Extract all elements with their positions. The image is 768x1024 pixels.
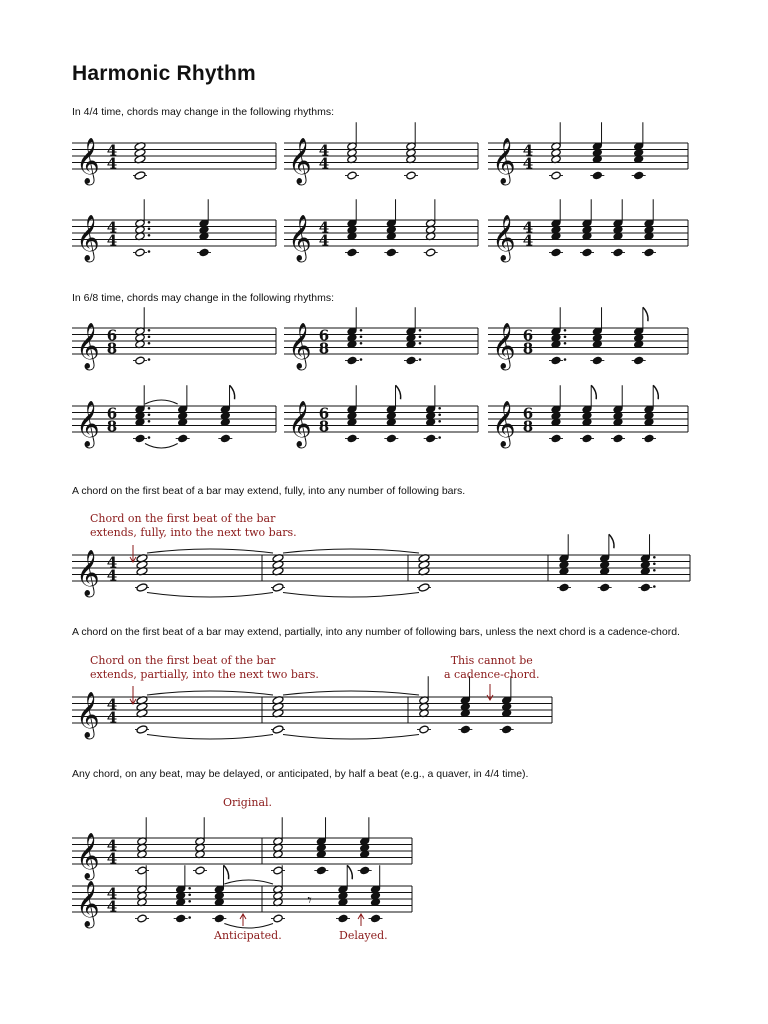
time-signature-denominator: 8 xyxy=(522,417,534,436)
time-signature-denominator: 8 xyxy=(318,339,330,358)
note-head xyxy=(359,866,369,875)
note-flag xyxy=(643,307,648,321)
delayed-annotation: Delayed. xyxy=(339,929,388,942)
note-dot xyxy=(148,221,151,224)
chord xyxy=(557,534,571,592)
note-dot xyxy=(564,358,567,361)
chord xyxy=(549,385,563,443)
note-head xyxy=(406,171,416,180)
note-head xyxy=(273,866,283,875)
note-dot xyxy=(653,585,656,588)
time-signature-numerator: 4 xyxy=(318,141,330,160)
cadence-annotation: This cannot be a cadence-chord. xyxy=(444,654,540,681)
note-dot xyxy=(419,342,422,345)
note-head xyxy=(137,866,147,875)
note-head xyxy=(195,866,205,875)
staff-68-row1 xyxy=(284,307,478,371)
chord xyxy=(174,865,191,923)
page-title: Harmonic Rhythm xyxy=(72,62,256,85)
chord xyxy=(598,534,614,592)
chord xyxy=(611,199,625,257)
time-signature-numerator: 6 xyxy=(106,404,118,423)
note-head xyxy=(582,248,592,257)
chord xyxy=(345,307,362,365)
note-dot xyxy=(564,329,567,332)
note-dot xyxy=(148,342,151,345)
delay-anticipate-text: Any chord, on any beat, may be delayed, or anticipated, by half a beat (e.g., a quaver, in 4/4 time). xyxy=(72,768,529,780)
note-dot xyxy=(438,436,441,439)
time-signature-numerator: 4 xyxy=(106,553,118,572)
time-signature-denominator: 8 xyxy=(106,417,118,436)
chord xyxy=(632,307,648,365)
treble-clef-icon: 𝄞 xyxy=(76,138,100,184)
chord xyxy=(193,817,207,875)
time-signature-numerator: 6 xyxy=(522,404,534,423)
chord xyxy=(212,865,228,923)
note-dot xyxy=(653,556,656,559)
extend-partially-text: A chord on the first beat of a bar may extend, partially, into any number of following bars, unless the next chord is a cadence-chord. xyxy=(72,626,680,638)
treble-clef-icon: 𝄞 xyxy=(288,138,312,184)
note-head xyxy=(599,583,609,592)
chord xyxy=(345,385,359,443)
note-head xyxy=(137,914,147,923)
partial-extend-annotation: Chord on the first beat of the bar extends, partially, into the next two bars. xyxy=(90,654,319,681)
time-signature-denominator: 4 xyxy=(522,154,534,173)
time-signature-numerator: 6 xyxy=(522,326,534,345)
note-head xyxy=(134,171,146,180)
chord xyxy=(133,307,150,365)
note-head xyxy=(135,248,145,257)
staff-68-row2 xyxy=(72,385,276,449)
time-signature-denominator: 4 xyxy=(106,231,118,250)
staff-44-row2 xyxy=(488,199,688,263)
staff-68-row2 xyxy=(488,385,688,449)
note-flag xyxy=(591,385,596,399)
treble-clef-icon: 𝄞 xyxy=(492,138,516,184)
tie-curve xyxy=(145,444,178,449)
note-head xyxy=(136,725,148,734)
chord xyxy=(642,385,658,443)
note-dot xyxy=(148,420,151,423)
time-signature-numerator: 4 xyxy=(318,218,330,237)
time-signature-numerator: 4 xyxy=(522,141,534,160)
note-flag xyxy=(653,385,658,399)
extend-fully-text: A chord on the first beat of a bar may extend, fully, into any number of following bars. xyxy=(72,485,466,497)
time-signature-denominator: 4 xyxy=(522,231,534,250)
time-signature-numerator: 6 xyxy=(318,326,330,345)
anticipated-annotation: Anticipated. xyxy=(214,929,282,942)
time-signature-numerator: 4 xyxy=(106,836,118,855)
tie-curve xyxy=(145,400,178,404)
note-dot xyxy=(188,887,191,890)
chord xyxy=(384,199,398,257)
chord xyxy=(590,122,604,180)
chord xyxy=(176,385,190,443)
note-head xyxy=(644,248,654,257)
note-flag xyxy=(396,385,401,399)
chord xyxy=(642,199,656,257)
time-signature-denominator: 8 xyxy=(318,417,330,436)
staff-44-row2 xyxy=(284,199,478,263)
chord xyxy=(336,865,352,923)
note-dot xyxy=(419,335,422,338)
note-flag xyxy=(347,865,352,879)
treble-clef-icon: 𝄞 xyxy=(76,881,100,927)
chord xyxy=(384,385,400,443)
note-dot xyxy=(148,250,151,253)
chord xyxy=(135,817,149,875)
note-head xyxy=(551,171,561,180)
chord xyxy=(197,199,211,257)
note-dot xyxy=(360,342,363,345)
staff-44-row1 xyxy=(488,122,688,186)
chord xyxy=(500,676,514,734)
note-head xyxy=(633,356,643,365)
staff-68-row1 xyxy=(488,307,688,371)
chord xyxy=(458,676,472,734)
staff-68-row2 xyxy=(284,385,478,449)
staff-44-row2 xyxy=(72,199,276,263)
note-head xyxy=(220,434,230,443)
note-head xyxy=(370,914,380,923)
tie-curve xyxy=(147,593,273,598)
note-flag xyxy=(224,865,229,879)
tie-curve xyxy=(147,549,273,553)
note-head xyxy=(425,248,435,257)
intro-4-4-text: In 4/4 time, chords may change in the following rhythms: xyxy=(72,106,335,118)
note-dot xyxy=(148,234,151,237)
tie-curve xyxy=(224,924,273,929)
note-head xyxy=(175,914,185,923)
tie-curve xyxy=(147,691,273,695)
time-signature-numerator: 4 xyxy=(106,695,118,714)
time-signature-denominator: 4 xyxy=(106,897,118,916)
chord xyxy=(308,891,312,910)
note-head xyxy=(419,725,429,734)
treble-clef-icon: 𝄞 xyxy=(288,401,312,447)
tie-curve xyxy=(283,691,419,695)
time-signature-numerator: 4 xyxy=(106,218,118,237)
note-dot xyxy=(438,420,441,423)
note-dot xyxy=(188,916,191,919)
staff-extend-partial xyxy=(72,676,552,740)
chord xyxy=(271,554,285,593)
time-signature-numerator: 6 xyxy=(318,404,330,423)
note-head xyxy=(135,356,145,365)
staff-extend-full xyxy=(72,534,690,598)
chord xyxy=(424,385,441,443)
note-head xyxy=(199,248,209,257)
note-head xyxy=(418,583,430,592)
note-head xyxy=(644,434,654,443)
note-dot xyxy=(419,329,422,332)
note-head xyxy=(347,248,357,257)
time-signature-numerator: 6 xyxy=(106,326,118,345)
note-dot xyxy=(148,227,151,230)
note-head xyxy=(460,725,470,734)
tie-curve xyxy=(283,593,419,598)
chord xyxy=(358,817,372,875)
treble-clef-icon: 𝄞 xyxy=(76,215,100,261)
note-dot xyxy=(360,358,363,361)
note-head xyxy=(273,914,283,923)
note-dot xyxy=(360,329,363,332)
note-head xyxy=(613,248,623,257)
chord xyxy=(590,307,604,365)
note-head xyxy=(633,171,643,180)
time-signature-numerator: 4 xyxy=(106,141,118,160)
chord xyxy=(417,554,431,593)
note-head xyxy=(386,248,396,257)
chord xyxy=(271,817,285,875)
treble-clef-icon: 𝄞 xyxy=(76,323,100,369)
staff-original xyxy=(72,817,412,881)
note-dot xyxy=(188,893,191,896)
note-head xyxy=(347,356,357,365)
chord xyxy=(133,142,147,181)
note-head xyxy=(640,583,650,592)
chord xyxy=(404,122,418,180)
chord xyxy=(345,199,359,257)
note-head xyxy=(582,434,592,443)
note-head xyxy=(551,248,561,257)
chord xyxy=(549,122,563,180)
note-dot xyxy=(188,900,191,903)
original-annotation: Original. xyxy=(223,796,273,809)
chord xyxy=(133,199,150,257)
time-signature-denominator: 8 xyxy=(106,339,118,358)
tie-curve xyxy=(147,735,273,740)
note-head xyxy=(272,725,284,734)
chord xyxy=(580,385,596,443)
treble-clef-icon: 𝄞 xyxy=(288,323,312,369)
intro-6-8-text: In 6/8 time, chords may change in the following rhythms: xyxy=(72,292,335,304)
note-dot xyxy=(148,413,151,416)
chord xyxy=(638,534,655,592)
note-dot xyxy=(564,342,567,345)
chord xyxy=(314,817,328,875)
note-head xyxy=(135,434,145,443)
time-signature-denominator: 4 xyxy=(106,849,118,868)
treble-clef-icon: 𝄞 xyxy=(492,215,516,261)
note-head xyxy=(559,583,569,592)
note-head xyxy=(592,356,602,365)
chord xyxy=(417,676,431,734)
note-head xyxy=(501,725,511,734)
chord xyxy=(424,199,438,257)
chord xyxy=(611,385,625,443)
note-head xyxy=(347,434,357,443)
chord xyxy=(632,122,646,180)
time-signature-denominator: 4 xyxy=(318,154,330,173)
note-head xyxy=(592,171,602,180)
staff-44-row1 xyxy=(72,138,276,186)
note-dot xyxy=(360,335,363,338)
note-dot xyxy=(419,358,422,361)
time-signature-numerator: 4 xyxy=(106,884,118,903)
note-dot xyxy=(148,335,151,338)
time-signature-denominator: 8 xyxy=(522,339,534,358)
note-head xyxy=(425,434,435,443)
chord xyxy=(345,122,359,180)
tie-curve xyxy=(283,549,419,553)
chord xyxy=(218,385,234,443)
note-head xyxy=(406,356,416,365)
note-head xyxy=(177,434,187,443)
staff-44-row1 xyxy=(284,122,478,186)
note-head xyxy=(136,583,148,592)
full-extend-annotation: Chord on the first beat of the bar extends, fully, into the next two bars. xyxy=(90,512,297,539)
time-signature-denominator: 4 xyxy=(106,566,118,585)
note-flag xyxy=(230,385,235,399)
treble-clef-icon: 𝄞 xyxy=(492,323,516,369)
note-flag xyxy=(609,534,614,548)
note-dot xyxy=(148,436,151,439)
note-head xyxy=(338,914,348,923)
chord xyxy=(580,199,594,257)
chord xyxy=(135,696,149,735)
time-signature-denominator: 4 xyxy=(318,231,330,250)
chord xyxy=(404,307,421,365)
time-signature-denominator: 4 xyxy=(106,708,118,727)
treble-clef-icon: 𝄞 xyxy=(76,833,100,879)
chord xyxy=(549,307,566,365)
note-dot xyxy=(148,358,151,361)
time-signature-denominator: 4 xyxy=(106,154,118,173)
note-dot xyxy=(564,335,567,338)
note-dot xyxy=(438,413,441,416)
note-head xyxy=(551,434,561,443)
note-head xyxy=(386,434,396,443)
eighth-rest-icon: 𝄾 xyxy=(307,890,312,910)
chord xyxy=(135,554,149,593)
treble-clef-icon: 𝄞 xyxy=(76,550,100,596)
treble-clef-icon: 𝄞 xyxy=(76,401,100,447)
treble-clef-icon: 𝄞 xyxy=(76,692,100,738)
tie-curve xyxy=(224,880,273,884)
chord xyxy=(271,696,285,735)
chord xyxy=(549,199,563,257)
chord xyxy=(133,385,150,443)
staff-68-row1 xyxy=(72,307,276,371)
note-dot xyxy=(653,569,656,572)
note-dot xyxy=(148,329,151,332)
note-dot xyxy=(148,407,151,410)
chord xyxy=(369,865,383,923)
time-signature-numerator: 4 xyxy=(522,218,534,237)
treble-clef-icon: 𝄞 xyxy=(492,401,516,447)
note-head xyxy=(214,914,224,923)
note-head xyxy=(347,171,357,180)
note-head xyxy=(272,583,284,592)
note-head xyxy=(551,356,561,365)
tie-curve xyxy=(283,735,419,740)
note-dot xyxy=(438,407,441,410)
note-head xyxy=(613,434,623,443)
treble-clef-icon: 𝄞 xyxy=(288,215,312,261)
note-dot xyxy=(653,562,656,565)
note-head xyxy=(316,866,326,875)
